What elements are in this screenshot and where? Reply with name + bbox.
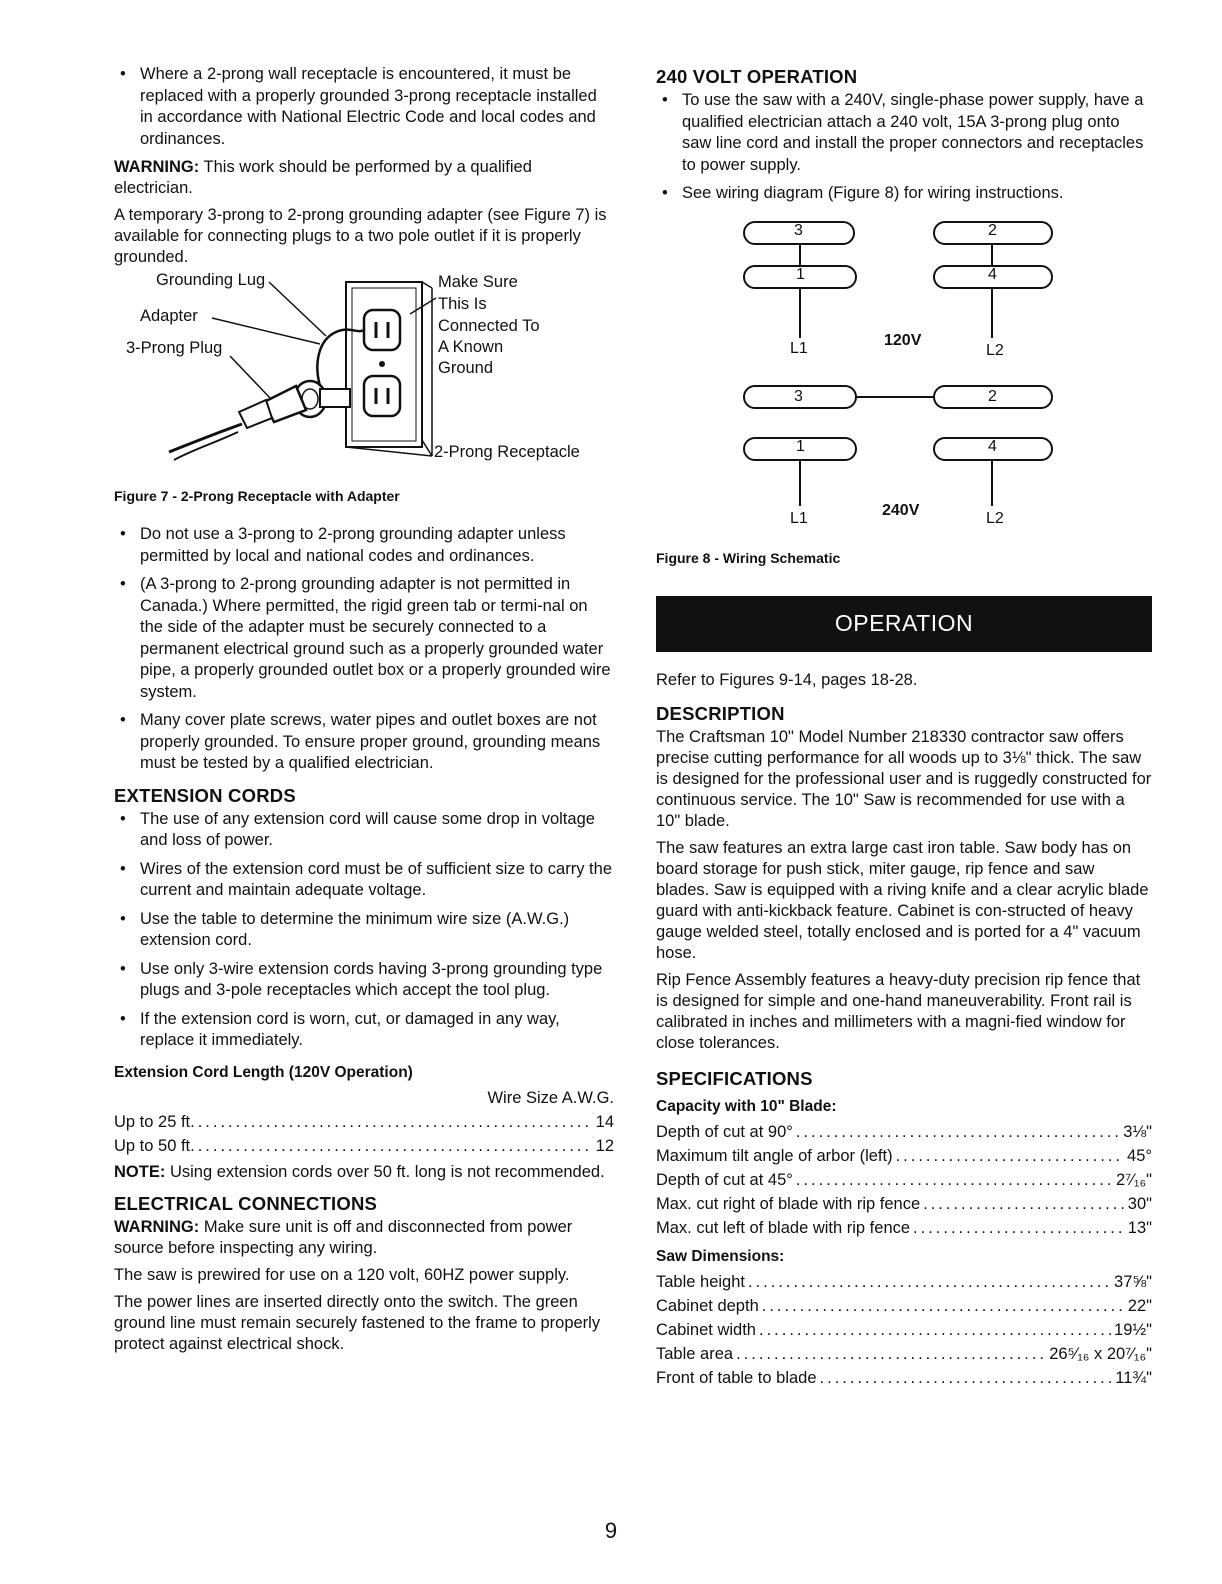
- label-grounding-lug: Grounding Lug: [156, 271, 266, 289]
- spec-label: Max. cut right of blade with rip fence: [656, 1194, 921, 1213]
- cord-row-label: Up to 50 ft.: [114, 1136, 195, 1155]
- spec-row: [656, 1144, 1152, 1168]
- terminal-4: 4: [988, 437, 997, 455]
- bullet-adapter-3: • Many cover plate screws, water pipes and outlet boxes are not properly grounded. To ensure proper ground, grounding means must be tested by a qualified electrician.: [114, 710, 614, 775]
- cord-row-label: Up to 25 ft.: [114, 1112, 195, 1131]
- spec-label: Max. cut left of blade with rip fence: [656, 1218, 911, 1237]
- leader-dots: [198, 1134, 593, 1158]
- leader-dots: [759, 1318, 1111, 1342]
- spec-label: Cabinet depth: [656, 1296, 759, 1315]
- warning-disconnect: [114, 1217, 614, 1259]
- spec-row: [656, 1168, 1152, 1192]
- spec-value: 26⁵⁄₁₆ x 20⁷⁄₁₆": [1049, 1344, 1152, 1363]
- operation-banner: OPERATION: [656, 596, 1152, 652]
- spec-value: 22": [1127, 1296, 1152, 1315]
- terminal-1: 1: [796, 437, 805, 455]
- description-heading: DESCRIPTION: [656, 702, 785, 724]
- figure-8-caption: Figure 8 - Wiring Schematic: [656, 549, 841, 566]
- description-para-2: The saw features an extra large cast iron table. Saw body has on board storage for push stick, miter gauge, rip fence and saw blades. Saw is equipped with a riving knife and a clear acrylic blade guard with anti-kickback feature. Cabinet is con-structed of heavy gauge welded steel, totally enclosed and is ported for a 4" vacuum hose.: [656, 838, 1149, 962]
- leader-dots: [748, 1270, 1111, 1294]
- label-a-known: A Known: [438, 338, 504, 356]
- spec-row: [656, 1192, 1152, 1216]
- leader-dots: [736, 1342, 1046, 1366]
- spec-row: [656, 1366, 1152, 1390]
- spec-row: [656, 1318, 1152, 1342]
- label-l2: L2: [986, 341, 1004, 359]
- bullet-240-1: • To use the saw with a 240V, single-phase power supply, have a qualified electrician attach a 240 volt, 15A 3-prong plug onto saw line cord and install the proper connectors and receptacles to power supply.: [656, 90, 1152, 176]
- ext-bullet-2: • Wires of the extension cord must be of sufficient size to carry the current and maintain adequate voltage.: [114, 859, 614, 902]
- spec-label: Front of table to blade: [656, 1368, 817, 1387]
- leader-dots: [913, 1216, 1125, 1240]
- warning-text: This work should be performed by a qualified electrician.: [114, 158, 532, 197]
- spec-value: 37⅝": [1114, 1272, 1152, 1291]
- cord-row: [114, 1110, 614, 1134]
- spec-label: Depth of cut at 45°: [656, 1170, 793, 1189]
- ext-bullet-1: • The use of any extension cord will cause some drop in voltage and loss of power.: [114, 809, 614, 852]
- page-number: 9: [604, 1518, 618, 1543]
- spec-row: [656, 1120, 1152, 1144]
- leader-dots: [820, 1366, 1113, 1390]
- warning-text: Make sure unit is off and disconnected from power source before inspecting any wiring.: [114, 1217, 573, 1257]
- terminal-1: 1: [796, 265, 805, 283]
- spec-value: 45°: [1127, 1146, 1152, 1165]
- label-3-prong-plug: 3-Prong Plug: [126, 339, 223, 357]
- ext-bullet-4: • Use only 3-wire extension cords having 3-prong grounding type plugs and 3-pole receptacles which accept the tool plug.: [114, 959, 614, 1002]
- dimensions-heading: Saw Dimensions:: [656, 1247, 785, 1265]
- description-para-3: Rip Fence Assembly features a heavy-duty precision rip fence that is designed for simple and one-hand maneuverability. Front rail is calibrated in inches and millimeters with a magni-fied window for close tolerances.: [656, 970, 1141, 1052]
- refer-figures: Refer to Figures 9-14, pages 18-28.: [656, 670, 918, 689]
- left-column: [114, 64, 614, 1361]
- leader-dots: [762, 1294, 1125, 1318]
- warning-label: WARNING:: [114, 158, 200, 176]
- bullet-adapter-2: • (A 3-prong to 2-prong grounding adapter is not permitted in Canada.) Where permitted, the rigid green tab or termi-nal on the side of the adapter must be securely connected to a permanent electrical ground such as a properly grounded water pipe, a properly grounded outlet box or a properly grounded wire system.: [114, 574, 614, 703]
- warning-label: WARNING:: [114, 1217, 200, 1236]
- terminal-2: 2: [988, 387, 997, 405]
- specifications-heading: SPECIFICATIONS: [656, 1067, 813, 1089]
- note: [114, 1162, 614, 1183]
- label-ground: Ground: [438, 359, 494, 377]
- leader-dots: [796, 1168, 1113, 1192]
- cord-table-title: Extension Cord Length (120V Operation): [114, 1063, 413, 1081]
- spec-value: 11¾": [1115, 1368, 1152, 1387]
- power-lines-paragraph: The power lines are inserted directly onto the switch. The green ground line must remain securely fastened to the frame to properly protect against electrical shock.: [114, 1292, 601, 1353]
- 240-volt-heading: 240 VOLT OPERATION: [656, 66, 858, 87]
- leader-dots: [796, 1120, 1120, 1144]
- spec-label: Maximum tilt angle of arbor (left): [656, 1146, 893, 1165]
- spec-value: 3⅛": [1123, 1122, 1152, 1141]
- cord-row: [114, 1134, 614, 1158]
- cord-row-value: 12: [595, 1136, 614, 1155]
- label-adapter: Adapter: [140, 307, 198, 325]
- bullet-240-2: • See wiring diagram (Figure 8) for wiring instructions.: [656, 183, 1152, 205]
- ext-bullet-5: • If the extension cord is worn, cut, or damaged in any way, replace it immediately.: [114, 1009, 614, 1052]
- spec-label: Depth of cut at 90°: [656, 1122, 793, 1141]
- spec-row: [656, 1342, 1152, 1366]
- figure-7: [114, 271, 614, 484]
- prewired-paragraph: The saw is prewired for use on a 120 volt, 60HZ power supply.: [114, 1265, 570, 1284]
- extension-cords-heading: EXTENSION CORDS: [114, 784, 296, 806]
- figure-7-caption: Figure 7 - 2-Prong Receptacle with Adapter: [114, 488, 400, 504]
- note-text: Using extension cords over 50 ft. long is not recommended.: [169, 1162, 605, 1181]
- ext-bullet-3: • Use the table to determine the minimum wire size (A.W.G.) extension cord.: [114, 909, 614, 952]
- spec-row: [656, 1270, 1152, 1294]
- adapter-paragraph: A temporary 3-prong to 2-prong grounding adapter (see Figure 7) is available for connecting plugs to a two pole outlet if it is properly grounded.: [114, 206, 607, 266]
- label-l2: L2: [986, 509, 1004, 527]
- spec-row: [656, 1294, 1152, 1318]
- spec-row: [656, 1216, 1152, 1240]
- figure-8-wiring-schematic: [656, 212, 1152, 542]
- capacity-heading: Capacity with 10" Blade:: [656, 1097, 837, 1115]
- leader-dots: [896, 1144, 1124, 1168]
- electrical-connections-heading: ELECTRICAL CONNECTIONS: [114, 1192, 378, 1214]
- label-120v: 120V: [884, 331, 922, 349]
- warning-qualified: [114, 157, 614, 199]
- leader-dots: [198, 1110, 593, 1134]
- label-2-prong-receptacle: 2-Prong Receptacle: [434, 443, 580, 461]
- label-240v: 240V: [882, 501, 920, 519]
- terminal-4: 4: [988, 265, 997, 283]
- spec-label: Cabinet width: [656, 1320, 756, 1339]
- cord-row-value: 14: [595, 1112, 614, 1131]
- terminal-3: 3: [794, 221, 803, 239]
- spec-label: Table height: [656, 1272, 745, 1291]
- spec-label: Table area: [656, 1344, 734, 1363]
- spec-value: 13": [1127, 1218, 1152, 1237]
- label-l1: L1: [790, 509, 808, 527]
- leader-dots: [923, 1192, 1125, 1216]
- spec-value: 30": [1127, 1194, 1152, 1213]
- terminal-3: 3: [794, 387, 803, 405]
- note-label: NOTE:: [114, 1162, 166, 1181]
- label-make-sure: Make Sure: [438, 273, 518, 291]
- description-para-1: The Craftsman 10" Model Number 218330 contractor saw offers precise cutting performance for all woods up to 3⅛" thick. The saw is designed for the professional user and is ruggedly constructed for continuous service. The 10" Saw is recommended for use with a 10" blade.: [656, 727, 1152, 830]
- right-column: [656, 64, 1152, 1390]
- cord-table-header: Wire Size A.W.G.: [487, 1088, 614, 1107]
- spec-value: 2⁷⁄₁₆": [1116, 1170, 1152, 1189]
- label-this-is: This Is: [438, 295, 487, 313]
- bullet-adapter-1: • Do not use a 3-prong to 2-prong grounding adapter unless permitted by local and national codes and ordinances.: [114, 524, 614, 567]
- label-l1: L1: [790, 339, 808, 357]
- terminal-2: 2: [988, 221, 997, 239]
- spec-value: 19½": [1114, 1320, 1152, 1339]
- bullet-receptacle: • Where a 2-prong wall receptacle is encountered, it must be replaced with a properly grounded 3-prong receptacle installed in accordance with National Electric Code and local codes and ordinances.: [114, 64, 614, 150]
- wiring-schematic: [656, 212, 1152, 542]
- label-connected-to: Connected To: [438, 317, 540, 335]
